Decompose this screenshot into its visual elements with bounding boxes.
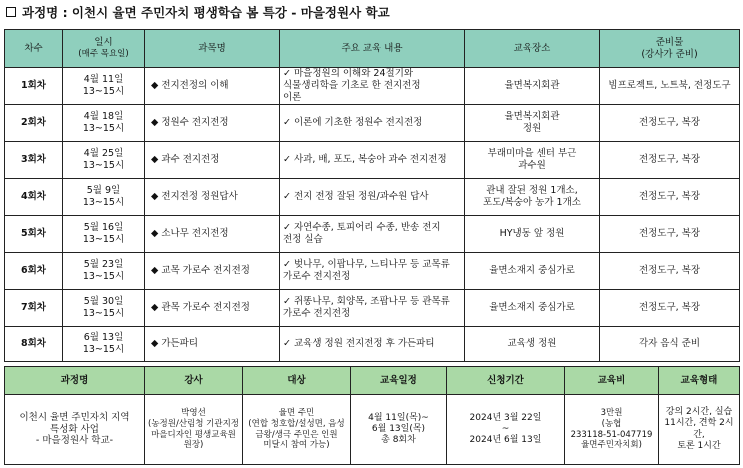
- supplies-cell: 전정도구, 복장: [600, 216, 740, 253]
- header-supplies: [600, 30, 740, 68]
- supplies-cell: 전정도구, 복장: [600, 105, 740, 142]
- place-cell: 율면복지회관 정원: [465, 105, 600, 142]
- table-row: [5, 179, 740, 216]
- summary-header-target: 대상: [243, 367, 351, 395]
- page-title: [6, 2, 390, 22]
- table-row: [5, 68, 740, 105]
- supplies-cell: 빔프로젝트, 노트북, 전정도구: [600, 68, 740, 105]
- table-row: [5, 142, 740, 179]
- table-row: [5, 216, 740, 253]
- subject-cell: ◆ 가든파티: [145, 327, 280, 362]
- date-cell: 4월 18일 13~15시: [63, 105, 145, 142]
- place-cell: HY냉동 앞 정원: [465, 216, 600, 253]
- header-place: 교육장소: [465, 30, 600, 68]
- content-cell: ✓ 쥐똥나무, 회양목, 조팝나무 등 관목류 가로수 전지전정: [280, 290, 465, 327]
- subject-cell: ◆ 전지전정의 이해: [145, 68, 280, 105]
- supplies-cell: 전정도구, 복장: [600, 253, 740, 290]
- summary-header-course: 과정명: [5, 367, 145, 395]
- summary-header-application-period: 신청기간: [447, 367, 565, 395]
- date-cell: 5월 30일 13~15시: [63, 290, 145, 327]
- subject-cell: ◆ 과수 전지전정: [145, 142, 280, 179]
- date-cell: 4월 11일 13~15시: [63, 68, 145, 105]
- session-cell: 8회차: [5, 327, 63, 362]
- content-cell: ✓ 교육생 정원 전지전정 후 가든파티: [280, 327, 465, 362]
- header-datetime-sub: (매주 목요일): [78, 49, 129, 60]
- summary-course-cell: 이천시 율면 주민자치 지역 특성화 사업 - 마을정원사 학교-: [5, 395, 145, 465]
- date-cell: 5월 9일 13~15시: [63, 179, 145, 216]
- summary-header-fee: 교육비: [565, 367, 659, 395]
- header-datetime: [63, 30, 145, 68]
- content-cell: ✓ 전지 전정 잘된 정원/과수원 답사: [280, 179, 465, 216]
- table-row: [5, 105, 740, 142]
- subject-cell: ◆ 소나무 전지전정: [145, 216, 280, 253]
- content-cell: ✓ 사과, 배, 포도, 복숭아 과수 전지전정: [280, 142, 465, 179]
- date-cell: 5월 16일 13~15시: [63, 216, 145, 253]
- place-cell: 율면소재지 중심가로: [465, 253, 600, 290]
- header-datetime-label: 일시: [94, 37, 113, 49]
- header-supplies-label: 준비물: [655, 36, 684, 48]
- summary-header-schedule: 교육일정: [351, 367, 447, 395]
- supplies-cell: 전정도구, 복장: [600, 142, 740, 179]
- place-cell: 율면소재지 중심가로: [465, 290, 600, 327]
- session-cell: 3회차: [5, 142, 63, 179]
- subject-cell: ◆ 전지전정 정원답사: [145, 179, 280, 216]
- session-cell: 4회차: [5, 179, 63, 216]
- summary-fee-cell: 3만원 (농협 233118-51-047719 율면주민자치회): [565, 395, 659, 465]
- summary-target-cell: 율면 주민 (연합 청호합/설성면, 음성 금왕/생극 주민은 인원 미달시 참여 가능): [243, 395, 351, 465]
- supplies-cell: 전정도구, 복장: [600, 290, 740, 327]
- summary-table: [4, 366, 740, 465]
- session-cell: 5회차: [5, 216, 63, 253]
- page-title-text: 과정명 : 이천시 율면 주민자치 평생학습 봄 특강 - 마을정원사 학교: [22, 5, 390, 20]
- header-subject: 과목명: [145, 30, 280, 68]
- subject-cell: ◆ 정원수 전지전정: [145, 105, 280, 142]
- summary-header-instructor: 강사: [145, 367, 243, 395]
- summary-header-format: 교육형태: [659, 367, 740, 395]
- session-cell: 1회차: [5, 68, 63, 105]
- checkbox-icon: [6, 7, 16, 17]
- header-content: 주요 교육 내용: [280, 30, 465, 68]
- table-row: [5, 253, 740, 290]
- date-cell: 4월 25일 13~15시: [63, 142, 145, 179]
- summary-format-cell: 강의 2시간, 실습 11시간, 견학 2시간, 토론 1시간: [659, 395, 740, 465]
- session-cell: 2회차: [5, 105, 63, 142]
- place-cell: 율면복지회관: [465, 68, 600, 105]
- table-row: [5, 290, 740, 327]
- summary-instructor-cell: 박영선 (농정원/산림청 기관지정 마을디자인 평생교육원 원장): [145, 395, 243, 465]
- summary-header-row: [5, 367, 740, 395]
- supplies-cell: 전정도구, 복장: [600, 179, 740, 216]
- summary-row: [5, 395, 740, 465]
- subject-cell: ◆ 교목 가로수 전지전정: [145, 253, 280, 290]
- place-cell: 관내 잘된 정원 1개소, 포도/복숭아 농가 1개소: [465, 179, 600, 216]
- summary-schedule-cell: 4월 11일(목)~ 6월 13일(목) 총 8회차: [351, 395, 447, 465]
- date-cell: 5월 23일 13~15시: [63, 253, 145, 290]
- summary-application-period-cell: 2024년 3월 22일 ~ 2024년 6월 13일: [447, 395, 565, 465]
- subject-cell: ◆ 관목 가로수 전지전정: [145, 290, 280, 327]
- content-cell: ✓ 자연수종, 토피어리 수종, 반송 전지 전정 실습: [280, 216, 465, 253]
- content-cell: ✓ 이론에 기초한 정원수 전지전정: [280, 105, 465, 142]
- schedule-header-row: [5, 30, 740, 68]
- session-cell: 7회차: [5, 290, 63, 327]
- content-cell: ✓ 마을정원의 이해와 24절기와 식물생리학을 기초로 한 전지전정 이론: [280, 68, 465, 105]
- schedule-table: [4, 29, 740, 362]
- table-row: [5, 327, 740, 362]
- date-cell: 6월 13일 13~15시: [63, 327, 145, 362]
- place-cell: 교육생 정원: [465, 327, 600, 362]
- content-cell: ✓ 벚나무, 이팝나무, 느티나무 등 교목류 가로수 전지전정: [280, 253, 465, 290]
- session-cell: 6회차: [5, 253, 63, 290]
- header-supplies-sub: (강사가 준비): [641, 48, 698, 60]
- place-cell: 부래미마을 센터 부근 과수원: [465, 142, 600, 179]
- supplies-cell: 각자 음식 준비: [600, 327, 740, 362]
- header-session: 차수: [5, 30, 63, 68]
